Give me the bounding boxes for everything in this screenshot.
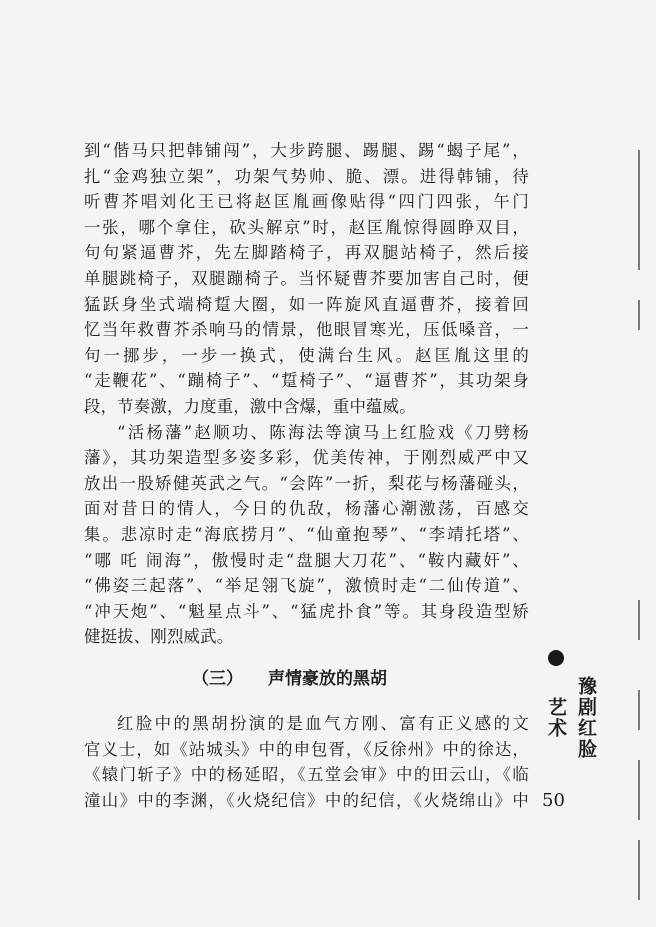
text-line: 句一挪步，一步一换式，使满台生风。赵匡胤这里的 — [84, 345, 529, 365]
text-line: 段，节奏激，力度重，激中含爆，重中蕴威。 — [84, 396, 416, 416]
text-line: “佛姿三起落”、“举足翎飞旋”，激愤时走“二仙传道”、 — [84, 576, 529, 596]
scan-edge-line — [638, 600, 640, 640]
text-line: 放出一股矫健英武之气。“会阵”一折，梨花与杨藩碰头， — [84, 473, 529, 493]
bullet-dot-icon — [548, 650, 564, 666]
text-line: 句句紧逼曹芥，先左脚踏椅子，再双腿站椅子，然后接 — [84, 243, 529, 263]
chapter-side-tab — [541, 650, 597, 768]
text-line: 藩》，其功架造型多姿多彩，优美传神，于刚烈威严中又 — [84, 448, 529, 468]
body-text-bottom — [84, 711, 529, 813]
section-title: 声情豪放的黑胡 — [268, 669, 387, 689]
text-line: 面对昔日的情人，今日的仇敌，杨藩心潮激荡，百感交 — [84, 499, 529, 519]
text-line: “哪 吒 闹海”，傲慢时走“盘腿大刀花”、“鞍内藏奸”、 — [84, 550, 529, 570]
text-line: 一张，哪个拿住，砍头解京”时，赵匡胤惊得圆睁双目， — [84, 217, 529, 237]
body-text-top — [84, 138, 529, 650]
page-number: 50 — [542, 790, 565, 811]
text-line: “活杨藩”赵顺功、陈海法等演马上红脸戏《刀劈杨 — [117, 422, 529, 442]
text-line: “冲天炮”、“魁星点斗”、“猛虎扑食”等。其身段造型矫 — [84, 601, 529, 621]
text-line: 听曹芥唱刘化王已将赵匡胤画像贴得“四门四张，午门 — [84, 192, 529, 212]
scan-edge-line — [638, 840, 640, 900]
text-line: 扎“金鸡独立架”，功架气势帅、脆、漂。进得韩铺，待 — [84, 166, 529, 186]
text-line: 到“偕马只把韩铺闯”，大步跨腿、踢腿、踢“蝎子尾”， — [84, 141, 529, 160]
text-line: 集。悲凉时走“海底捞月”、“仙童抱琴”、“李靖托塔”、 — [84, 524, 529, 544]
text-line: “走鞭花”、“蹦椅子”、“踅椅子”、“逼曹芥”，其功架身 — [84, 371, 529, 391]
scan-edge-line — [638, 150, 640, 270]
scan-edge-line — [638, 760, 640, 820]
text-line: 健挺拔、刚烈威武。 — [84, 627, 234, 647]
scan-edge-line — [638, 300, 640, 330]
section-heading — [84, 664, 529, 694]
book-title-vertical: 豫剧红脸艺术 — [545, 676, 597, 760]
section-number: （三） — [192, 669, 243, 689]
text-line: 猛跃身坐式端椅踅大圈，如一阵旋风直逼曹芥，接着回 — [84, 294, 529, 314]
text-line: 忆当年救曹芥杀响马的情景，他眼冒寒光，压低嗓音，一 — [84, 320, 529, 340]
text-line: 红脸中的黑胡扮演的是血气方刚、富有正义感的文 — [117, 714, 529, 733]
scan-edge-line — [638, 690, 640, 730]
text-line: 单腿跳椅子，双腿蹦椅子。当怀疑曹芥要加害自己时，便 — [84, 268, 529, 288]
text-line: 官义士，如《站城头》中的申包胥，《反徐州》中的徐达， — [84, 739, 529, 759]
text-line: 潼山》中的李渊，《火烧纪信》中的纪信，《火烧绵山》中 — [84, 790, 529, 810]
text-line: 《辕门斩子》中的杨延昭，《五堂会审》中的田云山，《临 — [84, 765, 529, 785]
